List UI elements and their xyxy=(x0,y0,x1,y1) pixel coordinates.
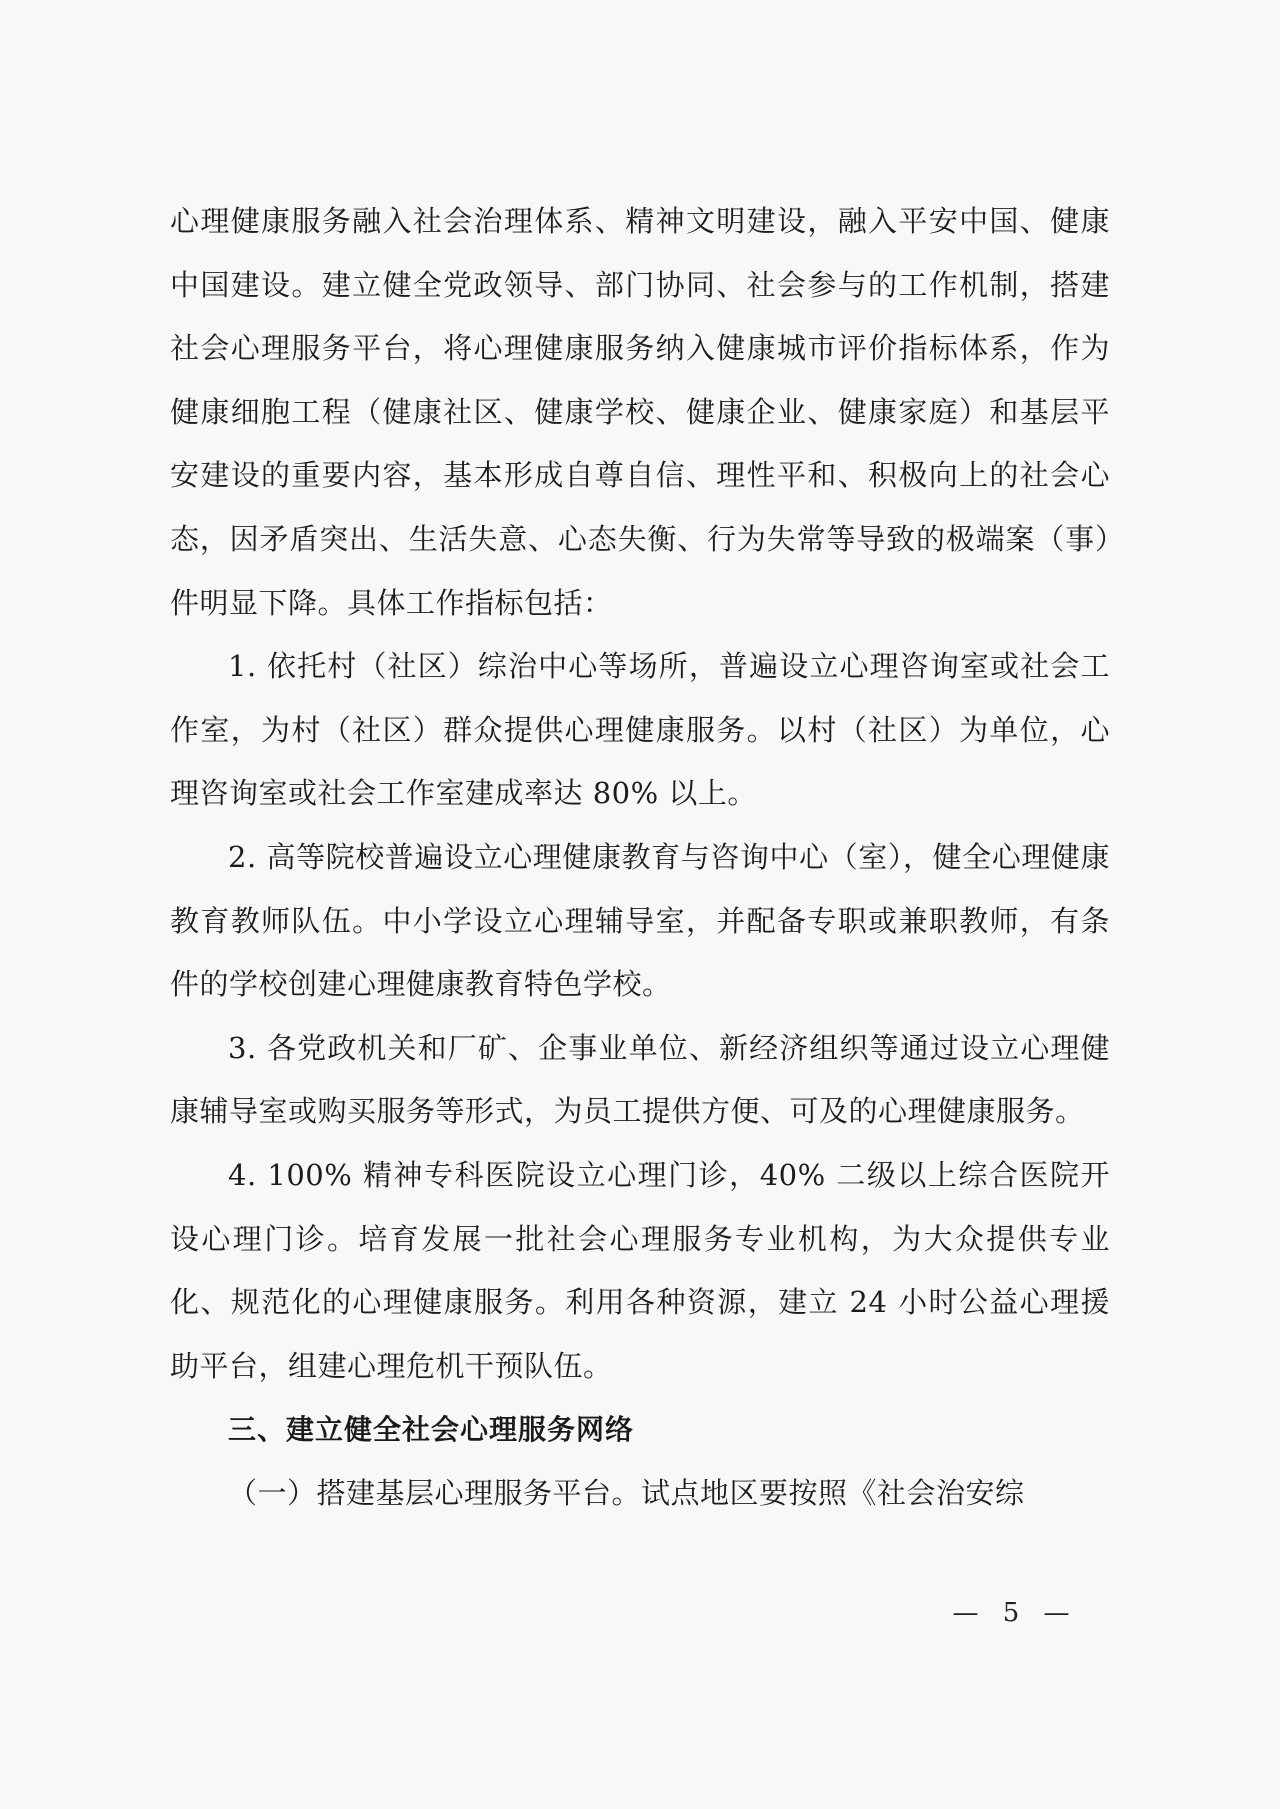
paragraph-item-4: 4. 100% 精神专科医院设立心理门诊，40% 二级以上综合医院开设心理门诊。培育发展一批社会心理服务专业机构，为大众提供专业化、规范化的心理健康服务。利用各种资源，建立 24 小时公益心理援助平台，组建心理危机干预队伍。 xyxy=(170,1157,1110,1383)
paragraph-item-2: 2. 高等院校普遍设立心理健康教育与咨询中心（室），健全心理健康教育教师队伍。中小学设立心理辅导室，并配备专职或兼职教师，有条件的学校创建心理健康教育特色学校。 xyxy=(170,839,1110,1002)
section-heading: 三、建立健全社会心理服务网络 xyxy=(228,1413,635,1447)
paragraph-item-3: 3. 各党政机关和厂矿、企事业单位、新经济组织等通过设立心理健康辅导室或购买服务等形式，为员工提供方便、可及的心理健康服务。 xyxy=(170,1030,1110,1129)
document-body xyxy=(170,190,1110,1525)
paragraph-item-1: 1. 依托村（社区）综治中心等场所，普遍设立心理咨询室或社会工作室，为村（社区）群众提供心理健康服务。以村（社区）为单位，心理咨询室或社会工作室建成率达 80% 以上。 xyxy=(170,649,1110,811)
paragraph-subsection-1: （一）搭建基层心理服务平台。试点地区要按照《社会治安综 xyxy=(228,1475,1025,1510)
paragraph-intro: 心理健康服务融入社会治理体系、精神文明建设，融入平安中国、健康中国建设。建立健全党政领导、部门协同、社会参与的工作机制，搭建社会心理服务平台，将心理健康服务纳入健康城市评价指标体系，作为健康细胞工程（健康社区、健康学校、健康企业、健康家庭）和基层平安建设的重要内容，基本形成自尊自信、理性平和、积极向上的社会心态，因矛盾突出、生活失意、心态失衡、行为失常等导致的极端案（事）件明显下降。具体工作指标包括： xyxy=(170,204,1110,620)
page-number: — 5 — xyxy=(952,1598,1078,1628)
